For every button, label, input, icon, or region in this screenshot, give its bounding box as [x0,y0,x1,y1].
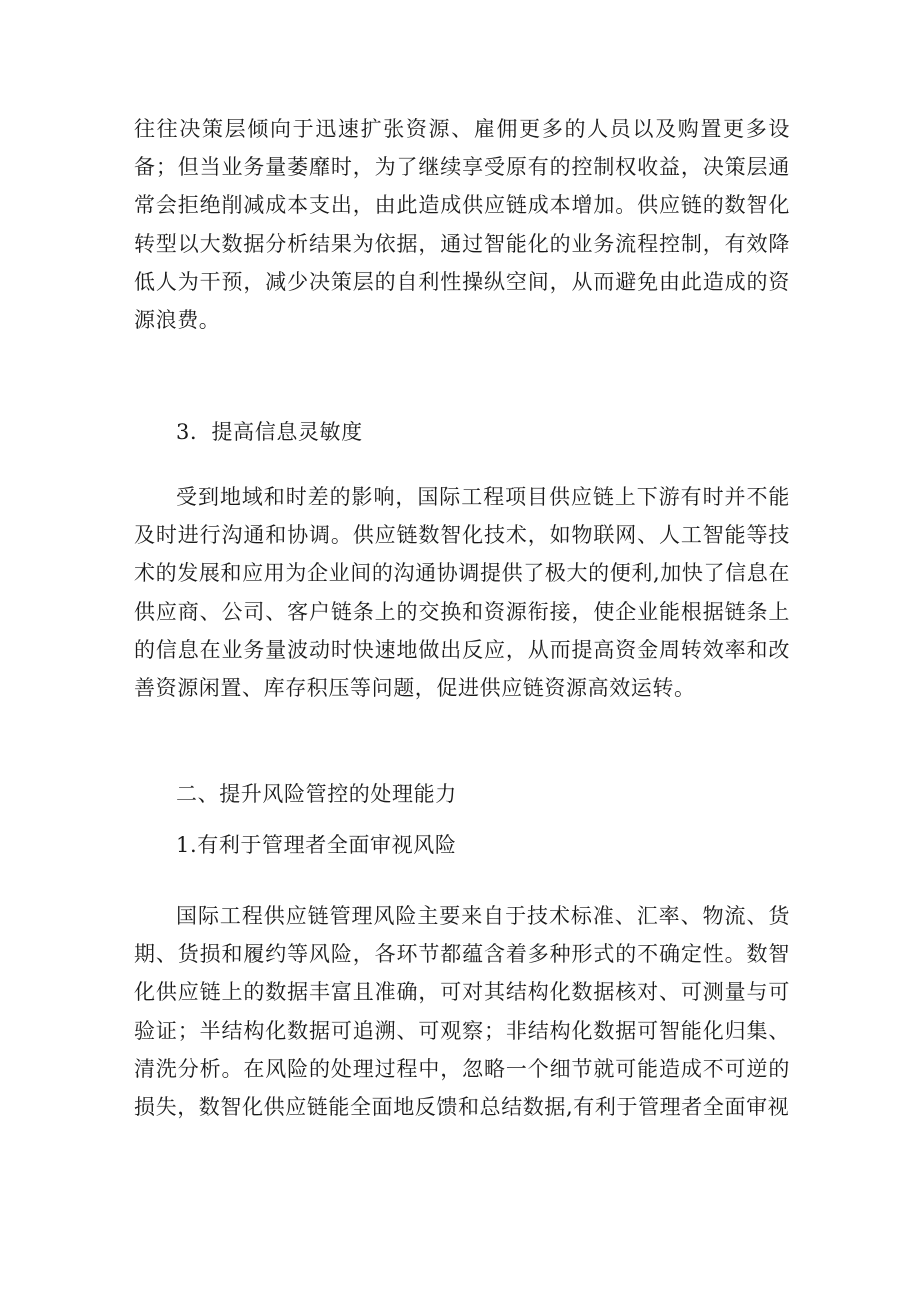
heading-information-sensitivity: 3．提高信息灵敏度 [176,420,363,444]
section-heading-risk-control: 二、提升风险管控的处理能力 [176,782,457,806]
paragraph-cost-control: 往往决策层倾向于迅速扩张资源、雇佣更多的人员以及购置更多设备；但当业务量萎靡时，为了继续享受原有的控制权收益，决策层通常会拒绝削减成本支出，由此造成供应链成本增加。供应链的数智化转型以大数据分析结果为依据，通过智能化的业务流程控制，有效降低人为干预，减少决策层的自利性操纵空间，从而避免由此造成的资源浪费。 [134,117,790,333]
paragraph-risk-review: 国际工程供应链管理风险主要来自于技术标准、汇率、物流、货期、货损和履约等风险，各环节都蕴含着多种形式的不确定性。数智化供应链上的数据丰富且准确，可对其结构化数据核对、可测量与可验证；半结构化数据可追溯、可观察；非结构化数据可智能化归集、清洗分析。在风险的处理过程中，忽略一个细节就可能造成不可逆的损失，数智化供应链能全面地反馈和总结数据,有利于管理者全面审视 [134,904,790,1120]
heading-risk-review: 1.有利于管理者全面审视风险 [176,833,457,857]
paragraph-information-sensitivity: 受到地域和时差的影响，国际工程项目供应链上下游有时并不能及时进行沟通和协调。供应链数智化技术，如物联网、人工智能等技术的发展和应用为企业间的沟通协调提供了极大的便利,加快了信息在供应商、公司、客户链条上的交换和资源衔接，使企业能根据链条上的信息在业务量波动时快速地做出反应，从而提高资金周转效率和改善资源闲置、库存积压等问题，促进供应链资源高效运转。 [134,485,790,701]
